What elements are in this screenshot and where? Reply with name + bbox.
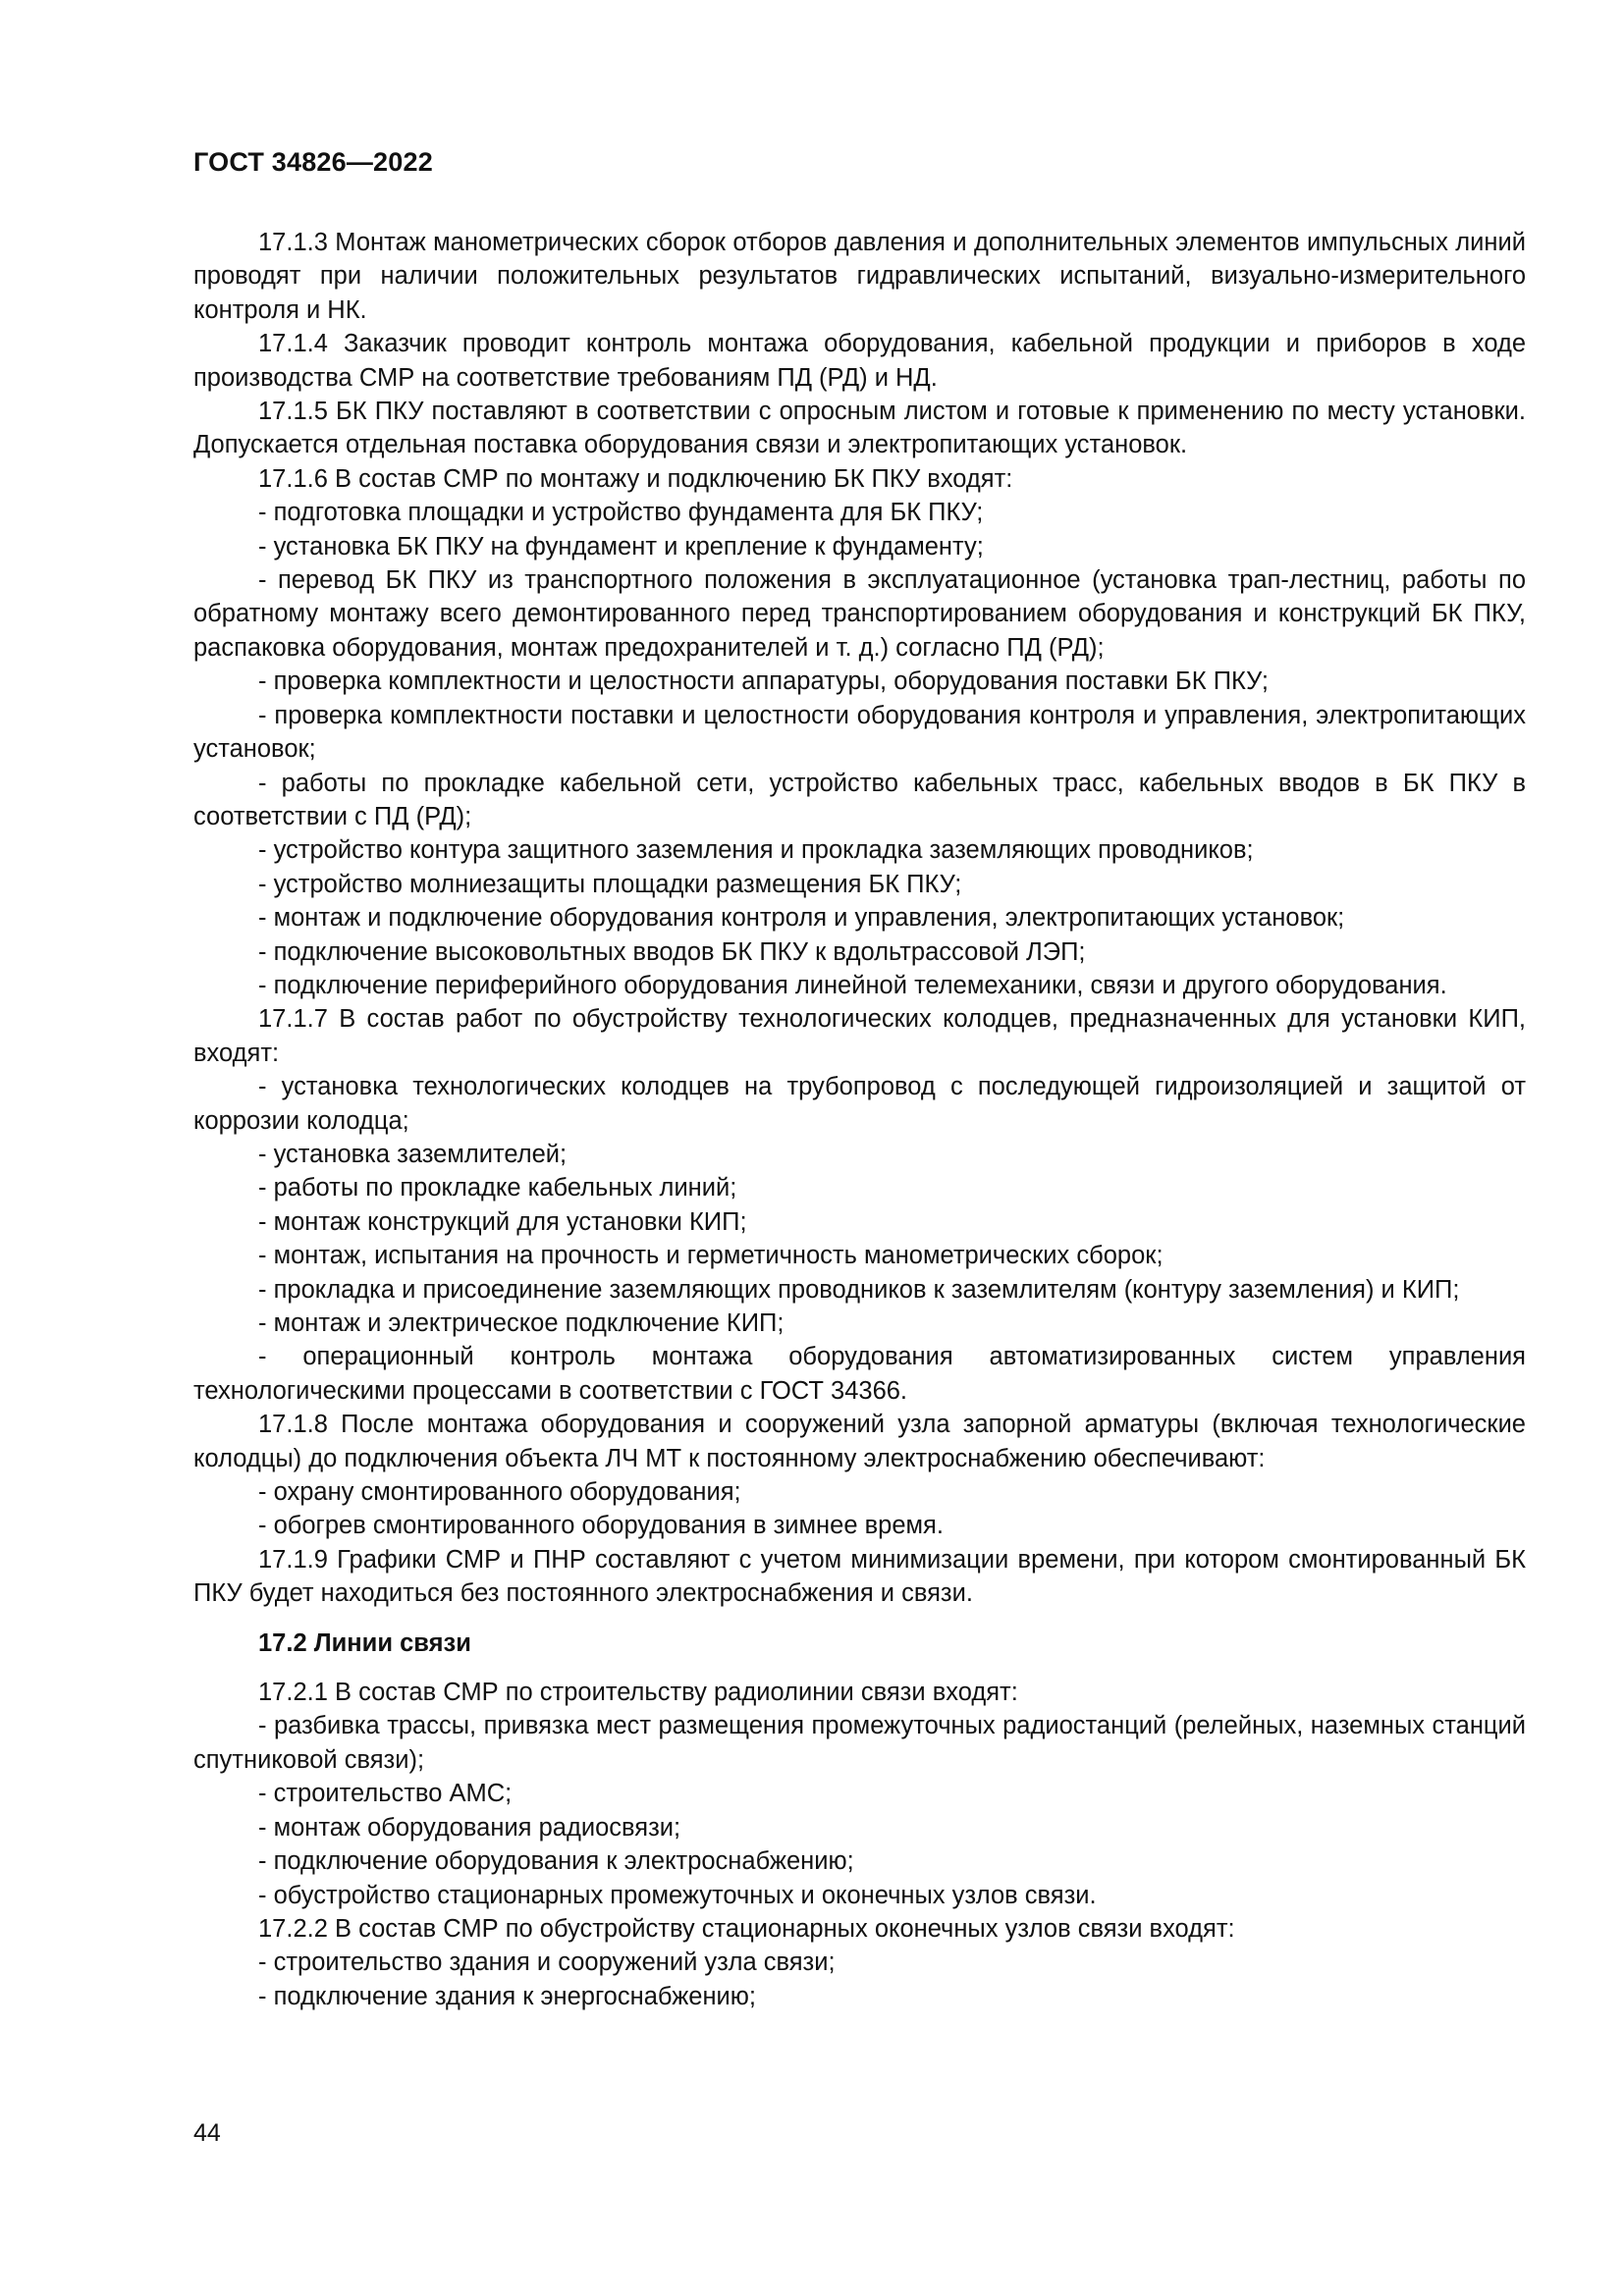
page-number: 44 (193, 2119, 221, 2147)
list-item: - строительство здания и сооружений узла связи; (258, 1949, 836, 1977)
paragraph: 17.2.2 В состав СМР по обустройству стационарных оконечных узлов связи входят: (258, 1914, 1235, 1943)
list-item: - устройство молниезащиты площадки размещения БК ПКУ; (258, 870, 962, 898)
paragraph: 17.1.9 Графики СМР и ПНР составляют с учетом минимизации времени, при котором смонтированный БК ПКУ будет находиться без постоянного электроснабжения и связи. (193, 1545, 1526, 1608)
list-item: - работы по прокладке кабельных линий; (258, 1174, 737, 1202)
list-item: - подготовка площадки и устройство фундамента для БК ПКУ; (258, 499, 984, 527)
document-id-header: ГОСТ 34826—2022 (193, 147, 433, 177)
list-item: - установка технологических колодцев на трубопровод с последующей гидроизоляцией и защитой от коррозии колодца; (193, 1073, 1526, 1135)
list-item: - разбивка трассы, привязка мест размещения промежуточных радиостанций (релейных, наземных станций спутниковой связи); (193, 1712, 1526, 1774)
paragraph: 17.2.1 В состав СМР по строительству радиолинии связи входят: (258, 1679, 1018, 1707)
paragraph: 17.1.6 В состав СМР по монтажу и подключению БК ПКУ входят: (258, 464, 1013, 493)
list-item: - устройство контура защитного заземления и прокладка заземляющих проводников; (258, 836, 1254, 865)
list-item: - обогрев смонтированного оборудования в зимнее время. (258, 1512, 944, 1540)
list-item: - обустройство стационарных промежуточных и оконечных узлов связи. (258, 1881, 1097, 1909)
list-item: - проверка комплектности и целостности аппаратуры, оборудования поставки БК ПКУ; (258, 667, 1269, 696)
list-item: - подключение оборудования к электроснабжению; (258, 1847, 854, 1876)
list-item: - подключение периферийного оборудования линейной телемеханики, связи и другого оборудования. (258, 971, 1447, 999)
list-item: - установка БК ПКУ на фундамент и крепление к фундаменту; (258, 532, 984, 561)
paragraph: 17.1.8 После монтажа оборудования и сооружений узла запорной арматуры (включая технологические колодцы) до подключения объекта ЛЧ МТ к постоянному электроснабжению обеспечивают: (193, 1411, 1526, 1472)
list-item: - подключение высоковольтных вводов БК ПКУ к вдольтрассовой ЛЭП; (258, 937, 1086, 966)
list-item: - охрану смонтированного оборудования; (258, 1478, 741, 1507)
paragraphs-after (193, 1676, 1526, 2013)
paragraph: 17.1.7 В состав работ по обустройству технологических колодцев, предназначенных для установки КИП, входят: (193, 1005, 1526, 1067)
list-item: - установка заземлителей; (258, 1140, 568, 1168)
list-item: - монтаж, испытания на прочность и герметичность манометрических сборок; (258, 1242, 1164, 1270)
list-item: - прокладка и присоединение заземляющих проводников к заземлителям (контуру заземления) и КИП; (258, 1275, 1460, 1304)
section-heading: 17.2 Линии связи (258, 1629, 471, 1657)
paragraphs-before (193, 226, 1526, 1611)
paragraph: 17.1.5 БК ПКУ поставляют в соответствии с опросным листом и готовые к применению по месту установки. Допускается отдельная поставка оборудования связи и электропитающих установок. (193, 398, 1526, 459)
list-item: - монтаж и подключение оборудования контроля и управления, электропитающих установок; (258, 904, 1345, 933)
list-item: - работы по прокладке кабельной сети, устройство кабельных трасс, кабельных вводов в БК ПКУ в соответствии с ПД (РД); (193, 769, 1526, 830)
paragraph: 17.1.3 Монтаж манометрических сборок отборов давления и дополнительных элементов импульсных линий проводят при наличии положительных результатов гидравлических испытаний, визуально-измерительного контроля и НК. (193, 229, 1526, 324)
list-item: - монтаж и электрическое подключение КИП; (258, 1309, 785, 1337)
list-item: - операционный контроль монтажа оборудования автоматизированных систем управления технологическими процессами в соответствии с ГОСТ 34366. (193, 1343, 1526, 1405)
list-item: - строительство АМС; (258, 1780, 513, 1808)
list-item: - монтаж оборудования радиосвязи; (258, 1813, 681, 1842)
list-item: - монтаж конструкций для установки КИП; (258, 1207, 747, 1236)
list-item: - перевод БК ПКУ из транспортного положения в эксплуатационное (установка трап-лестниц, работы по обратному монтажу всего демонтированного перед транспортированием оборудования и конструкций БК ПКУ, распаковка оборудования, монтаж предохранителей и т. д.) согласно ПД (РД); (193, 566, 1526, 662)
list-item: - подключение здания к энергоснабжению; (258, 1982, 756, 2010)
paragraph: 17.1.4 Заказчик проводит контроль монтажа оборудования, кабельной продукции и приборов в ходе производства СМР на соответствие требованиям ПД (РД) и НД. (193, 330, 1526, 392)
document-body (193, 226, 1526, 2013)
list-item: - проверка комплектности поставки и целостности оборудования контроля и управления, электропитающих установок; (193, 701, 1526, 764)
